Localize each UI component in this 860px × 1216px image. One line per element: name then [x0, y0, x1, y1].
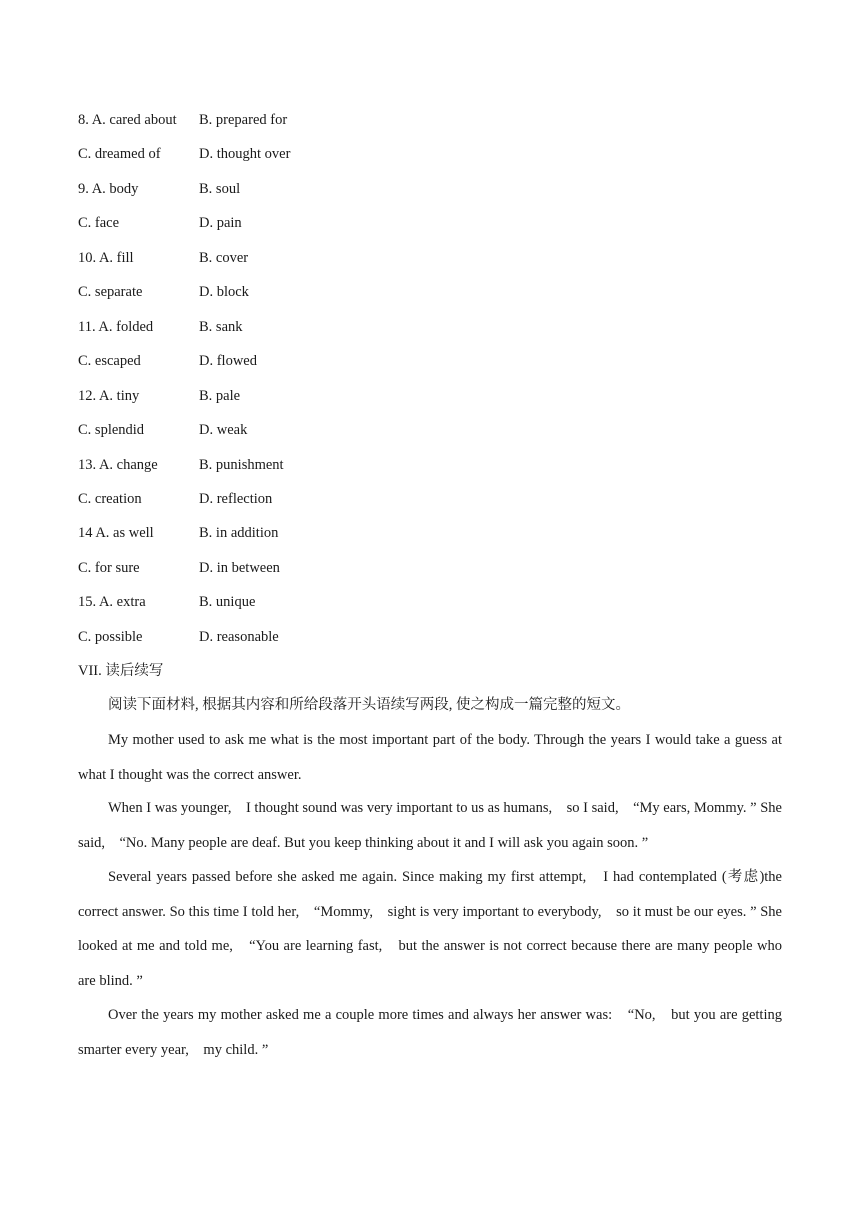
option-right: B. soul: [199, 181, 241, 197]
option-right: D. pain: [199, 215, 242, 231]
option-right: D. in between: [199, 560, 280, 576]
option-left: C. possible: [78, 629, 143, 645]
option-row-9-cd: [78, 213, 242, 233]
option-row-11-cd: [78, 351, 257, 371]
option-left: C. creation: [78, 491, 142, 507]
option-row-13-cd: [78, 489, 272, 509]
option-left: 13. A. change: [78, 457, 158, 473]
option-row-15-ab: [78, 592, 255, 612]
option-row-10-cd: [78, 282, 249, 302]
option-left: 8. A. cared about: [78, 112, 177, 128]
option-row-11-ab: [78, 317, 243, 337]
option-row-13-ab: [78, 455, 284, 475]
option-left: 9. A. body: [78, 181, 139, 197]
option-row-9-ab: [78, 179, 240, 199]
option-row-8-ab: [78, 110, 287, 130]
section-heading: VII. 读后续写: [78, 663, 164, 679]
option-left: C. splendid: [78, 422, 145, 438]
option-row-15-cd: [78, 627, 279, 647]
option-row-10-ab: [78, 248, 248, 268]
option-right: B. unique: [199, 594, 256, 610]
option-left: C. face: [78, 215, 120, 231]
option-left: C. separate: [78, 284, 143, 300]
option-right: D. thought over: [199, 146, 291, 162]
option-right: D. reflection: [199, 491, 273, 507]
option-row-14-ab: [78, 523, 278, 543]
option-left: C. dreamed of: [78, 146, 161, 162]
option-row-8-cd: [78, 144, 290, 164]
option-right: B. sank: [199, 319, 243, 335]
option-right: B. prepared for: [199, 112, 288, 128]
story-paragraph-3: Several years passed before she asked me again. Since making my first attempt, I had contemplated (考虑)the correct answer. So this time I told her, “Mommy, sight is very important to everybody, so it must be our eyes. ” She looked at me and told me, “You are learning fast, but the answer is not correct because there are many people who are blind. ”: [78, 869, 782, 989]
option-right: B. pale: [199, 388, 241, 404]
story-paragraph-1: My mother used to ask me what is the most important part of the body. Through the years I would take a guess at what I thought was the correct answer.: [78, 732, 782, 783]
instruction-paragraph: 阅读下面材料, 根据其内容和所给段落开头语续写两段, 使之构成一篇完整的短文。: [108, 697, 630, 713]
option-row-14-cd: [78, 558, 280, 578]
option-right: D. flowed: [199, 353, 257, 369]
option-left: 15. A. extra: [78, 594, 146, 610]
story-paragraph-4: Over the years my mother asked me a couple more times and always her answer was: “No, but you are getting smarter every year, my child. ”: [78, 1007, 782, 1058]
option-right: B. in addition: [199, 525, 279, 541]
option-right: B. punishment: [199, 457, 284, 473]
option-row-12-cd: [78, 420, 247, 440]
option-left: 12. A. tiny: [78, 388, 140, 404]
option-row-12-ab: [78, 386, 240, 406]
option-left: 11. A. folded: [78, 319, 154, 335]
option-left: C. for sure: [78, 560, 140, 576]
option-left: 14 A. as well: [78, 525, 154, 541]
option-left: C. escaped: [78, 353, 141, 369]
option-right: D. block: [199, 284, 249, 300]
option-right: D. reasonable: [199, 629, 279, 645]
option-right: D. weak: [199, 422, 248, 438]
option-left: 10. A. fill: [78, 250, 134, 266]
option-right: B. cover: [199, 250, 249, 266]
story-paragraph-2: When I was younger, I thought sound was very important to us as humans, so I said, “My ears, Mommy. ” She said, “No. Many people are deaf. But you keep thinking about it and I will ask you again soon. ”: [78, 800, 782, 851]
